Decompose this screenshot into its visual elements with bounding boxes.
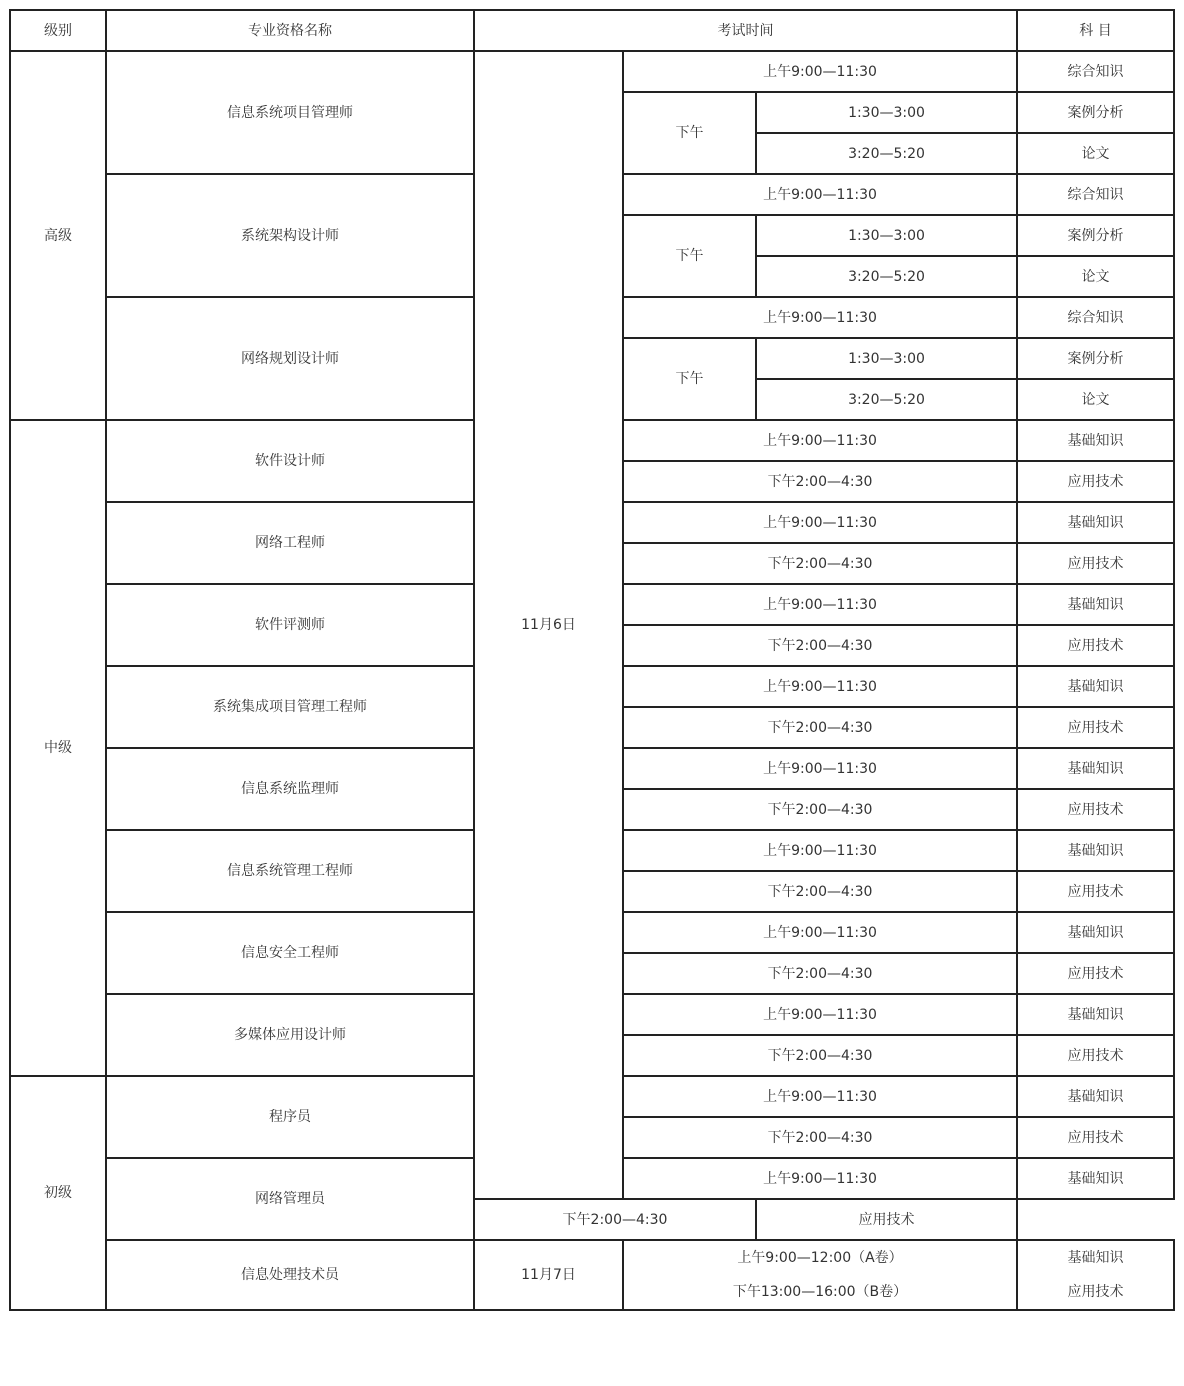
time-slot: 上午9:00—11:30 [623, 174, 1017, 215]
subject-cell: 综合知识 [1017, 174, 1174, 215]
time-slot: 上午9:00—11:30 [623, 994, 1017, 1035]
time-slot: 上午9:00—11:30 [623, 1158, 1017, 1199]
qualification-name: 网络规划设计师 [106, 297, 474, 420]
qualification-name: 软件评测师 [106, 584, 474, 666]
afternoon-label: 下午 [623, 92, 756, 174]
afternoon-label: 下午 [623, 215, 756, 297]
subject-cell: 案例分析 [1017, 215, 1174, 256]
qualification-name: 信息系统项目管理师 [106, 51, 474, 174]
subject-cell: 应用技术 [1017, 543, 1174, 584]
exam-date-last: 11月7日 [474, 1240, 623, 1310]
subject-cell: 案例分析 [1017, 338, 1174, 379]
time-slot: 3:20—5:20 [756, 379, 1017, 420]
qualification-name: 软件设计师 [106, 420, 474, 502]
subject-cell: 应用技术 [1017, 625, 1174, 666]
subject-cell: 基础知识 [1017, 420, 1174, 461]
qualification-name: 信息系统管理工程师 [106, 830, 474, 912]
header-qualification: 专业资格名称 [106, 10, 474, 51]
time-slot: 下午2:00—4:30 [623, 625, 1017, 666]
subject-cell: 基础知识 [1017, 748, 1174, 789]
header-exam-time: 考试时间 [474, 10, 1017, 51]
qualification-name: 信息系统监理师 [106, 748, 474, 830]
subject-cell: 基础知识 [1017, 502, 1174, 543]
qualification-name: 多媒体应用设计师 [106, 994, 474, 1076]
header-level: 级别 [10, 10, 106, 51]
time-slot: 1:30—3:00 [756, 92, 1017, 133]
level-senior: 高级 [10, 51, 106, 420]
time-slot: 上午9:00—11:30 [623, 297, 1017, 338]
header-row [10, 10, 1174, 51]
subject-cell: 应用技术 [1017, 707, 1174, 748]
subject-cell: 应用技术 [1017, 1117, 1174, 1158]
time-slot: 下午2:00—4:30 [623, 1117, 1017, 1158]
subject-cell: 应用技术 [1017, 789, 1174, 830]
time-slot: 下午2:00—4:30 [623, 789, 1017, 830]
time-slot: 3:20—5:20 [756, 133, 1017, 174]
subject-cell-multi [1017, 1240, 1174, 1310]
subject-cell: 基础知识 [1017, 584, 1174, 625]
time-slot: 1:30—3:00 [756, 338, 1017, 379]
time-slot: 上午9:00—11:30 [623, 502, 1017, 543]
subject-cell: 基础知识 [1017, 994, 1174, 1035]
time-slot-multi [623, 1240, 1017, 1310]
subject-cell: 应用技术 [756, 1199, 1017, 1240]
qualification-name: 系统架构设计师 [106, 174, 474, 297]
time-slot: 上午9:00—11:30 [623, 912, 1017, 953]
subject-cell: 应用技术 [1017, 953, 1174, 994]
subject-cell: 应用技术 [1017, 461, 1174, 502]
time-slot: 上午9:00—11:30 [623, 1076, 1017, 1117]
time-slot: 下午2:00—4:30 [623, 461, 1017, 502]
subject-cell: 应用技术 [1017, 871, 1174, 912]
qualification-name: 网络管理员 [106, 1158, 474, 1240]
level-intermediate: 中级 [10, 420, 106, 1076]
time-slot: 下午2:00—4:30 [474, 1199, 756, 1240]
time-slot: 上午9:00—11:30 [623, 584, 1017, 625]
time-slot: 下午2:00—4:30 [623, 707, 1017, 748]
subject-cell: 论文 [1017, 133, 1174, 174]
subject-cell: 基础知识 [1017, 666, 1174, 707]
subject-cell: 论文 [1017, 379, 1174, 420]
subject-b: 应用技术 [1067, 1284, 1124, 1300]
exam-schedule-table [9, 9, 1175, 1311]
time-slot: 下午2:00—4:30 [623, 1035, 1017, 1076]
subject-cell: 综合知识 [1017, 297, 1174, 338]
time-slot: 上午9:00—11:30 [623, 748, 1017, 789]
time-slot: 下午2:00—4:30 [623, 953, 1017, 994]
table-row [10, 1240, 1174, 1310]
qualification-name: 系统集成项目管理工程师 [106, 666, 474, 748]
table-row [10, 51, 1174, 92]
header-subject: 科 目 [1017, 10, 1174, 51]
time-slot-a: 上午9:00—12:00（A卷） [737, 1250, 903, 1266]
subject-cell: 基础知识 [1017, 912, 1174, 953]
qualification-name: 信息安全工程师 [106, 912, 474, 994]
subject-cell: 基础知识 [1017, 1158, 1174, 1199]
time-slot: 下午2:00—4:30 [623, 871, 1017, 912]
time-slot: 下午2:00—4:30 [623, 543, 1017, 584]
exam-date-main: 11月6日 [474, 51, 623, 1199]
subject-cell: 基础知识 [1017, 1076, 1174, 1117]
subject-cell: 应用技术 [1017, 1035, 1174, 1076]
time-slot: 1:30—3:00 [756, 215, 1017, 256]
time-slot: 上午9:00—11:30 [623, 420, 1017, 461]
time-slot: 上午9:00—11:30 [623, 666, 1017, 707]
qualification-name: 信息处理技术员 [106, 1240, 474, 1310]
level-junior: 初级 [10, 1076, 106, 1310]
subject-cell: 论文 [1017, 256, 1174, 297]
time-slot: 上午9:00—11:30 [623, 830, 1017, 871]
afternoon-label: 下午 [623, 338, 756, 420]
qualification-name: 程序员 [106, 1076, 474, 1158]
subject-a: 基础知识 [1067, 1250, 1124, 1266]
subject-cell: 案例分析 [1017, 92, 1174, 133]
subject-cell: 基础知识 [1017, 830, 1174, 871]
time-slot-b: 下午13:00—16:00（B卷） [732, 1284, 908, 1300]
time-slot: 3:20—5:20 [756, 256, 1017, 297]
qualification-name: 网络工程师 [106, 502, 474, 584]
time-slot: 上午9:00—11:30 [623, 51, 1017, 92]
subject-cell: 综合知识 [1017, 51, 1174, 92]
